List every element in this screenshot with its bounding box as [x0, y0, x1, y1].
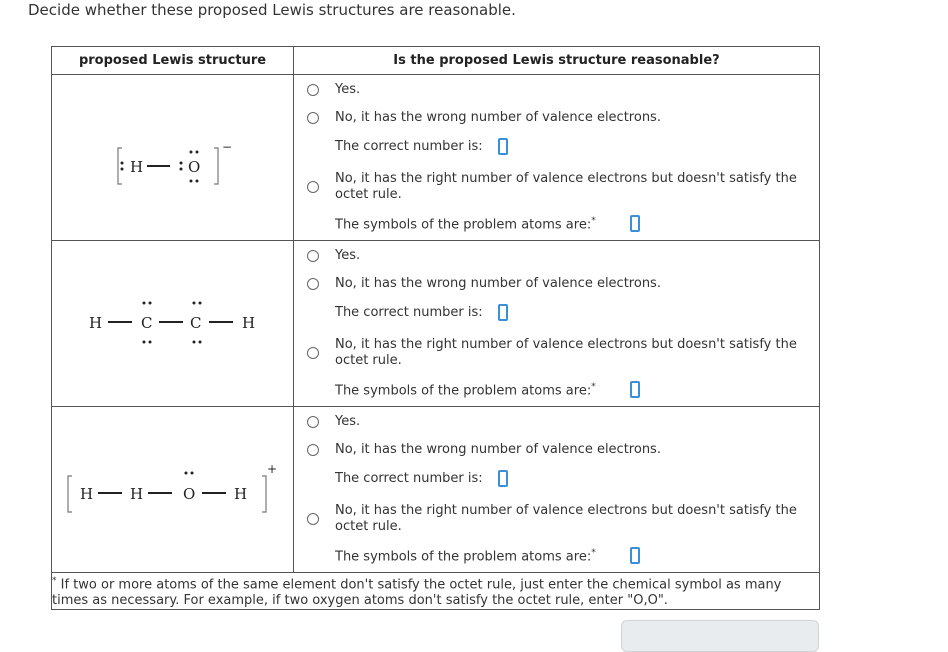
check-button[interactable] [621, 620, 819, 652]
radio-button[interactable] [307, 444, 319, 456]
radio-button[interactable] [307, 181, 319, 193]
structure-cell-3 [52, 407, 294, 573]
col-header-structure: proposed Lewis structure [52, 47, 294, 75]
footnote-line-1: If two or more atoms of the same element don't satisfy the octet rule, just enter the chemical symbol as many [60, 577, 782, 593]
problem-atoms-input[interactable] [630, 215, 640, 232]
option-octet[interactable] [294, 336, 819, 370]
problem-atoms-input[interactable] [630, 381, 640, 398]
footnote-line-2: times as necessary. For example, if two oxygen atoms don't satisfy the octet rule, enter "O,O". [52, 593, 668, 609]
option-wrong-valence[interactable] [294, 441, 819, 461]
symbols-label: The symbols of the problem atoms are:* [335, 382, 596, 399]
option-wrong-valence[interactable] [294, 275, 819, 295]
radio-button[interactable] [307, 250, 319, 262]
options-cell-1 [294, 75, 820, 241]
option-yes[interactable] [294, 413, 819, 433]
footnote-asterisk: * [52, 576, 57, 586]
atom-h: H [234, 485, 248, 503]
lewis-structures-table [51, 46, 820, 610]
correct-number-label: The correct number is: [335, 471, 483, 486]
question-row-1 [52, 75, 820, 241]
radio-button[interactable] [307, 84, 319, 96]
charge: + [267, 462, 278, 476]
symbols-label: The symbols of the problem atoms are:* [335, 216, 596, 233]
atom-c: C [190, 314, 202, 332]
option-label: No, it has the right number of valence electrons but doesn't satisfy the octet rule. [335, 503, 797, 534]
option-octet[interactable] [294, 502, 819, 536]
atom-h: H [130, 158, 144, 176]
option-label: Yes. [335, 248, 361, 263]
atom-c: C [141, 314, 153, 332]
radio-button[interactable] [307, 513, 319, 525]
radio-button[interactable] [307, 278, 319, 290]
correct-number-input[interactable] [498, 470, 508, 487]
option-label: No, it has the wrong number of valence electrons. [335, 276, 661, 291]
correct-number-input[interactable] [498, 138, 508, 155]
correct-number-label: The correct number is: [335, 139, 483, 154]
lewis-structure-1 [52, 75, 293, 240]
lewis-structure-3 [52, 407, 293, 572]
question-row-2 [52, 241, 820, 407]
correct-number-input[interactable] [498, 304, 508, 321]
option-label: No, it has the right number of valence electrons but doesn't satisfy the octet rule. [335, 337, 797, 368]
structure-cell-1 [52, 75, 294, 241]
atom-h: H [89, 314, 103, 332]
option-wrong-valence[interactable] [294, 109, 819, 129]
footnote [52, 573, 820, 610]
option-label: Yes. [335, 414, 361, 429]
atom-h: H [80, 485, 94, 503]
option-label: No, it has the right number of valence electrons but doesn't satisfy the octet rule. [335, 171, 797, 202]
structure-cell-2 [52, 241, 294, 407]
atom-h: H [130, 485, 144, 503]
option-octet[interactable] [294, 170, 819, 204]
option-yes[interactable] [294, 247, 819, 267]
charge: − [222, 140, 233, 154]
correct-number-label: The correct number is: [335, 305, 483, 320]
problem-atoms-input[interactable] [630, 547, 640, 564]
atom-o: O [188, 158, 201, 176]
atom-o: O [183, 485, 196, 503]
option-yes[interactable] [294, 81, 819, 101]
option-label: No, it has the wrong number of valence electrons. [335, 110, 661, 125]
question-row-3 [52, 407, 820, 573]
option-label: Yes. [335, 82, 361, 97]
lewis-structure-2 [52, 241, 293, 406]
options-cell-2 [294, 241, 820, 407]
radio-button[interactable] [307, 416, 319, 428]
options-cell-3 [294, 407, 820, 573]
radio-button[interactable] [307, 112, 319, 124]
col-header-reasonable: Is the proposed Lewis structure reasonable? [294, 47, 820, 75]
symbols-label: The symbols of the problem atoms are:* [335, 548, 596, 565]
option-label: No, it has the wrong number of valence electrons. [335, 442, 661, 457]
radio-button[interactable] [307, 347, 319, 359]
atom-h: H [242, 314, 256, 332]
question-prompt: Decide whether these proposed Lewis structures are reasonable. [28, 1, 516, 19]
